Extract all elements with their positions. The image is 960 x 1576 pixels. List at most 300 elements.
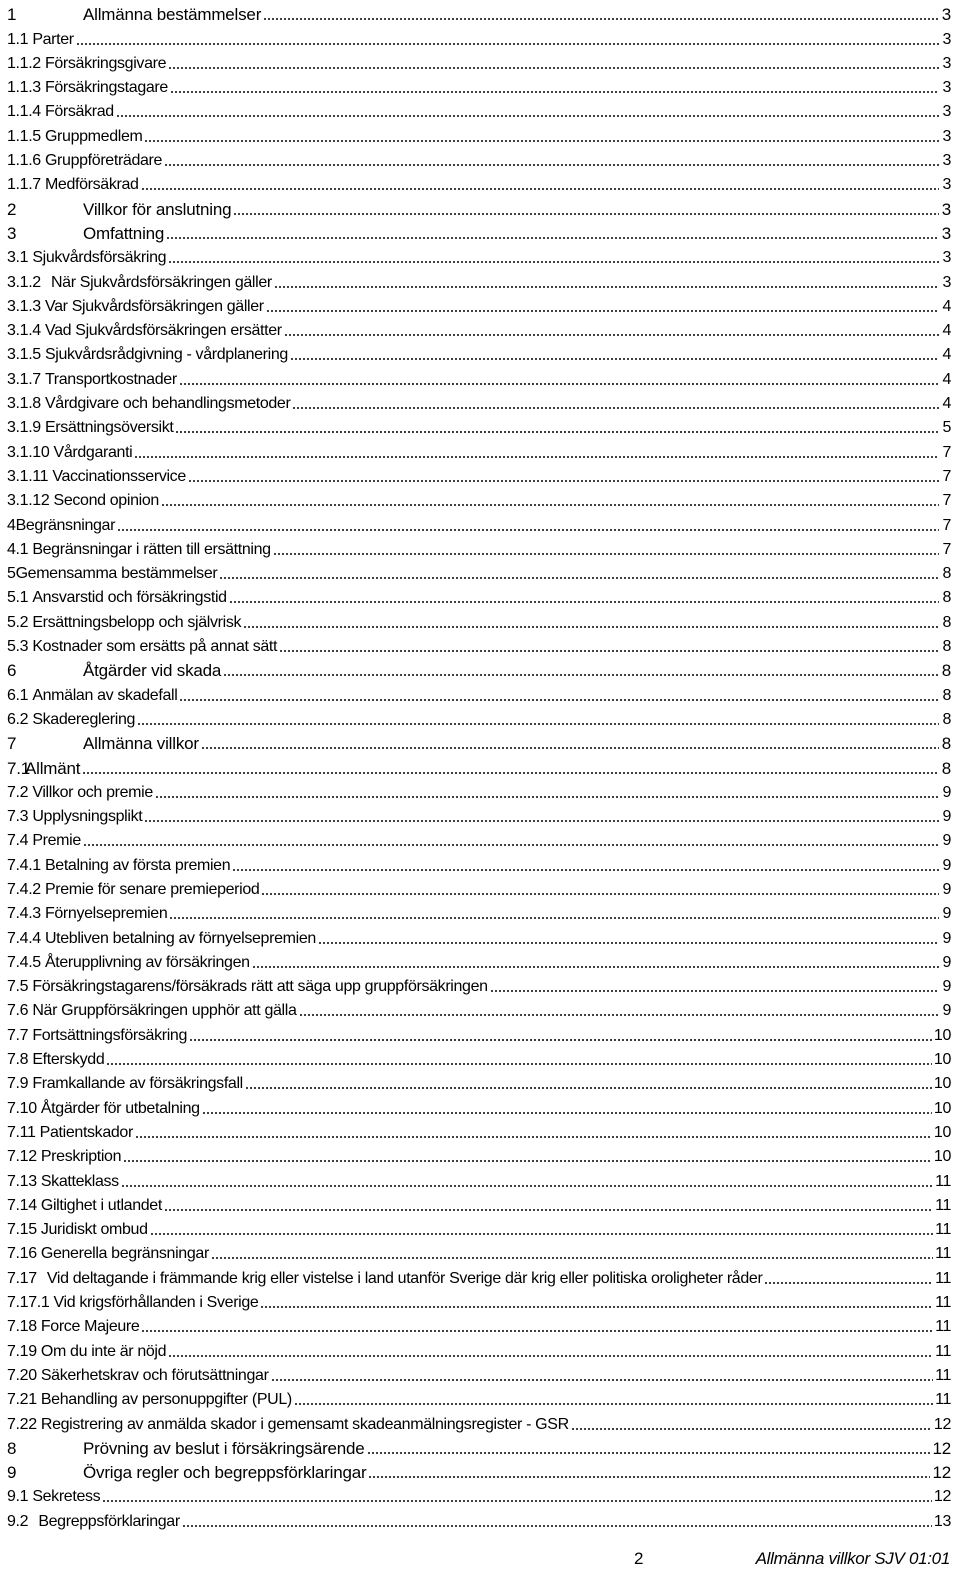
footer-page-number: 2 bbox=[634, 1549, 644, 1568]
toc-entry-page: 3 bbox=[942, 79, 951, 97]
toc-entry-page: 3 bbox=[942, 176, 951, 194]
toc-entry-number: 3.1.4 bbox=[7, 322, 41, 340]
toc-entry[interactable] bbox=[7, 559, 951, 583]
toc-entry-title: Återupplivning av försäkringen bbox=[44, 953, 250, 971]
toc-entry[interactable] bbox=[7, 413, 951, 437]
toc-dot-leader bbox=[134, 456, 939, 458]
toc-entry[interactable] bbox=[7, 656, 951, 680]
toc-entry-number: 3.1.12 bbox=[7, 492, 50, 510]
toc-entry-title: Vid deltagande i främmande krig eller vistelse i land utanför Sverige där krig eller politiska oroligheter råder bbox=[46, 1269, 763, 1287]
toc-entry-page: 3 bbox=[942, 30, 951, 48]
toc-entry-number: 1.1 bbox=[7, 30, 29, 48]
toc-dot-leader bbox=[243, 626, 939, 628]
toc-entry-number: 7.22 bbox=[7, 1415, 37, 1433]
toc-entry-title: Framkallande av försäkringsfall bbox=[32, 1075, 243, 1093]
toc-dot-leader bbox=[263, 18, 939, 20]
toc-entry-title: Villkor för anslutning bbox=[83, 199, 232, 219]
toc-entry-title: Generella begränsningar bbox=[40, 1245, 209, 1263]
toc-entry-number: 3.1 bbox=[7, 249, 29, 267]
toc-entry-number: 7.4.3 bbox=[7, 905, 41, 923]
toc-entry-page: 8 bbox=[941, 758, 951, 778]
toc-dot-leader bbox=[161, 504, 939, 506]
toc-entry-number: 7.4.5 bbox=[7, 953, 41, 971]
toc-entry[interactable] bbox=[7, 146, 951, 170]
toc-entry-title: När Sjukvårdsförsäkringen gäller bbox=[50, 273, 272, 291]
toc-dot-leader bbox=[223, 674, 939, 676]
toc-dot-leader bbox=[135, 1136, 932, 1138]
toc-entry[interactable] bbox=[7, 729, 951, 753]
toc-entry[interactable] bbox=[7, 1336, 951, 1360]
toc-entry-title: Åtgärder vid skada bbox=[83, 661, 222, 681]
toc-entry-number: 7.8 bbox=[7, 1051, 29, 1069]
toc-entry-number: 1.1.2 bbox=[7, 54, 41, 72]
toc-entry-number: 7.7 bbox=[7, 1026, 29, 1044]
toc-dot-leader bbox=[764, 1282, 933, 1284]
toc-entry-title: Parter bbox=[32, 30, 74, 48]
toc-entry-page: 8 bbox=[942, 589, 951, 607]
toc-entry-number: 7.4.2 bbox=[7, 880, 41, 898]
toc-entry-number: 7.3 bbox=[7, 808, 29, 826]
toc-entry-number: 7.4.1 bbox=[7, 856, 41, 874]
toc-entry-number: 3.1.3 bbox=[7, 297, 41, 315]
toc-dot-leader bbox=[189, 1039, 932, 1041]
toc-entry[interactable] bbox=[7, 1215, 951, 1239]
toc-entry-page: 8 bbox=[941, 734, 951, 754]
toc-entry-title: Förnyelsepremien bbox=[44, 905, 168, 923]
toc-entry-number: 3 bbox=[7, 223, 17, 243]
toc-entry-page: 10 bbox=[933, 1051, 951, 1069]
toc-entry[interactable] bbox=[7, 632, 951, 656]
toc-entry-title: Medförsäkrad bbox=[44, 176, 139, 194]
toc-entry-page: 11 bbox=[935, 1245, 951, 1263]
toc-entry-title: Juridiskt ombud bbox=[40, 1221, 148, 1239]
toc-entry-number: 7.1 bbox=[7, 758, 31, 778]
toc-entry-page: 3 bbox=[941, 223, 951, 243]
toc-entry[interactable] bbox=[7, 850, 951, 874]
toc-entry-title: Preskription bbox=[40, 1148, 122, 1166]
toc-entry-title: Omfattning bbox=[83, 223, 165, 243]
toc-entry-number: 5.3 bbox=[7, 638, 29, 656]
toc-entry-title: Begreppsförklaringar bbox=[38, 1512, 180, 1530]
toc-dot-leader bbox=[284, 334, 939, 336]
toc-entry-page: 10 bbox=[933, 1075, 951, 1093]
toc-entry-title: Gemensamma bestämmelser bbox=[15, 565, 218, 583]
toc-entry-page: 11 bbox=[935, 1318, 951, 1336]
toc-dot-leader bbox=[164, 164, 939, 166]
toc-entry-number: 7.17 bbox=[7, 1269, 37, 1287]
toc-dot-leader bbox=[169, 917, 939, 919]
toc-entry-page: 3 bbox=[942, 273, 951, 291]
toc-entry-number: 7.4 bbox=[7, 832, 29, 850]
toc-entry-page: 12 bbox=[932, 1438, 951, 1458]
toc-dot-leader bbox=[219, 577, 939, 579]
toc-entry[interactable] bbox=[7, 778, 951, 802]
toc-dot-leader bbox=[76, 43, 939, 45]
toc-entry-number: 7.21 bbox=[7, 1391, 37, 1409]
toc-entry[interactable] bbox=[7, 1385, 951, 1409]
toc-dot-leader bbox=[290, 358, 939, 360]
toc-entry[interactable] bbox=[7, 1239, 951, 1263]
toc-dot-leader bbox=[121, 1185, 933, 1187]
toc-entry-number: 7.12 bbox=[7, 1148, 37, 1166]
toc-entry-number: 7.20 bbox=[7, 1366, 37, 1384]
toc-dot-leader bbox=[245, 1087, 932, 1089]
toc-entry-number: 6.2 bbox=[7, 710, 29, 728]
toc-entry-page: 3 bbox=[942, 103, 951, 121]
toc-dot-leader bbox=[266, 310, 939, 312]
toc-entry-page: 9 bbox=[942, 880, 951, 898]
toc-entry[interactable] bbox=[7, 486, 951, 510]
toc-entry-number: 7.4.4 bbox=[7, 929, 41, 947]
toc-entry[interactable] bbox=[7, 1093, 951, 1117]
toc-entry[interactable] bbox=[7, 24, 951, 48]
toc-entry-number: 1.1.7 bbox=[7, 176, 41, 194]
toc-entry[interactable] bbox=[7, 1142, 951, 1166]
toc-dot-leader bbox=[232, 869, 939, 871]
toc-entry-page: 7 bbox=[942, 443, 951, 461]
toc-entry-page: 10 bbox=[933, 1099, 951, 1117]
toc-dot-leader bbox=[116, 115, 939, 117]
toc-dot-leader bbox=[368, 1476, 930, 1478]
toc-entry-title: Skadereglering bbox=[32, 710, 136, 728]
toc-dot-leader bbox=[82, 772, 939, 774]
toc-dot-leader bbox=[168, 261, 939, 263]
toc-entry[interactable] bbox=[7, 802, 951, 826]
toc-entry-number: 1 bbox=[7, 5, 17, 25]
toc-entry-number: 7.13 bbox=[7, 1172, 37, 1190]
toc-entry[interactable] bbox=[7, 510, 951, 534]
toc-entry[interactable] bbox=[7, 389, 951, 413]
toc-entry-page: 9 bbox=[942, 953, 951, 971]
toc-dot-leader bbox=[292, 407, 939, 409]
toc-dot-leader bbox=[141, 1330, 933, 1332]
toc-dot-leader bbox=[299, 1014, 939, 1016]
toc-entry[interactable] bbox=[7, 0, 951, 24]
toc-dot-leader bbox=[367, 1452, 931, 1454]
toc-entry-page: 4 bbox=[942, 346, 951, 364]
toc-entry[interactable] bbox=[7, 1434, 951, 1458]
toc-entry[interactable] bbox=[7, 267, 951, 291]
toc-entry-title: Försäkringsgivare bbox=[44, 54, 167, 72]
toc-entry-number: 6.1 bbox=[7, 686, 29, 704]
toc-entry-page: 9 bbox=[942, 978, 951, 996]
toc-entry-title: Premie för senare premieperiod bbox=[44, 880, 260, 898]
toc-entry[interactable] bbox=[7, 1118, 951, 1142]
toc-entry-page: 7 bbox=[942, 492, 951, 510]
toc-entry-page: 7 bbox=[942, 467, 951, 485]
toc-dot-leader bbox=[271, 1379, 934, 1381]
toc-entry[interactable] bbox=[7, 535, 951, 559]
toc-dot-leader bbox=[260, 1306, 933, 1308]
toc-entry[interactable] bbox=[7, 170, 951, 194]
toc-entry-page: 9 bbox=[942, 783, 951, 801]
toc-entry-page: 7 bbox=[942, 516, 951, 534]
toc-dot-leader bbox=[102, 1500, 932, 1502]
toc-entry-page: 9 bbox=[942, 856, 951, 874]
toc-entry[interactable] bbox=[7, 316, 951, 340]
toc-dot-leader bbox=[155, 796, 939, 798]
toc-entry-number: 7 bbox=[7, 734, 17, 754]
toc-entry[interactable] bbox=[7, 996, 951, 1020]
toc-entry-title: Vårdgivare och behandlingsmetoder bbox=[44, 395, 291, 413]
toc-entry[interactable] bbox=[7, 607, 951, 631]
toc-entry[interactable] bbox=[7, 705, 951, 729]
toc-dot-leader bbox=[252, 966, 939, 968]
toc-dot-leader bbox=[83, 844, 939, 846]
toc-entry-page: 9 bbox=[942, 929, 951, 947]
toc-entry-page: 3 bbox=[942, 54, 951, 72]
toc-dot-leader bbox=[188, 480, 939, 482]
toc-entry[interactable] bbox=[7, 948, 951, 972]
toc-dot-leader bbox=[273, 553, 939, 555]
toc-entry-title: Var Sjukvårdsförsäkringen gäller bbox=[44, 297, 264, 315]
toc-entry-page: 10 bbox=[933, 1148, 951, 1166]
toc-entry-page: 3 bbox=[942, 249, 951, 267]
toc-entry[interactable] bbox=[7, 826, 951, 850]
toc-entry-number: 3.1.8 bbox=[7, 395, 41, 413]
toc-entry-title: Skatteklass bbox=[40, 1172, 119, 1190]
toc-entry-title: Betalning av första premien bbox=[44, 856, 231, 874]
toc-entry-title: Begränsningar bbox=[15, 516, 116, 534]
toc-entry-page: 8 bbox=[942, 710, 951, 728]
toc-entry[interactable] bbox=[7, 97, 951, 121]
toc-entry-page: 10 bbox=[933, 1123, 951, 1141]
toc-dot-leader bbox=[144, 140, 939, 142]
toc-entry-title: Villkor och premie bbox=[32, 783, 153, 801]
toc-entry-title: Behandling av personuppgifter (PUL) bbox=[40, 1391, 292, 1409]
toc-entry-page: 9 bbox=[942, 808, 951, 826]
toc-entry-page: 3 bbox=[942, 127, 951, 145]
toc-entry[interactable] bbox=[7, 1506, 951, 1530]
toc-dot-leader bbox=[571, 1428, 932, 1430]
toc-entry-page: 8 bbox=[942, 613, 951, 631]
toc-entry-number: 8 bbox=[7, 1438, 17, 1458]
toc-dot-leader bbox=[164, 1209, 933, 1211]
toc-entry-title: Allmänna villkor bbox=[83, 734, 199, 754]
toc-entry-title: Vid krigsförhållanden i Sverige bbox=[53, 1294, 259, 1312]
toc-entry-page: 4 bbox=[942, 370, 951, 388]
toc-entry-number: 7.9 bbox=[7, 1075, 29, 1093]
toc-entry-number: 1.1.5 bbox=[7, 127, 41, 145]
toc-entry-number: 5.1 bbox=[7, 589, 29, 607]
toc-entry[interactable] bbox=[7, 292, 951, 316]
toc-entry[interactable] bbox=[7, 243, 951, 267]
toc-entry-title: Ersättningsöversikt bbox=[44, 419, 174, 437]
toc-dot-leader bbox=[318, 942, 939, 944]
toc-entry-number: 4.1 bbox=[7, 540, 29, 558]
toc-entry-page: 4 bbox=[942, 297, 951, 315]
toc-dot-leader bbox=[179, 699, 939, 701]
toc-entry-number: 7.2 bbox=[7, 783, 29, 801]
toc-entry-page: 5 bbox=[942, 419, 951, 437]
toc-dot-leader bbox=[229, 601, 939, 603]
toc-entry-number: 7.14 bbox=[7, 1196, 37, 1214]
toc-entry[interactable] bbox=[7, 121, 951, 145]
toc-entry[interactable] bbox=[7, 899, 951, 923]
toc-entry-number: 1.1.3 bbox=[7, 79, 41, 97]
toc-entry-number: 7.19 bbox=[7, 1342, 37, 1360]
table-of-contents bbox=[7, 0, 951, 1531]
toc-dot-leader bbox=[279, 650, 939, 652]
page-footer bbox=[0, 1549, 960, 1573]
toc-entry-number: 2 bbox=[7, 199, 17, 219]
toc-entry-title: Giltighet i utlandet bbox=[40, 1196, 162, 1214]
toc-entry[interactable] bbox=[7, 1045, 951, 1069]
toc-entry-page: 4 bbox=[942, 322, 951, 340]
toc-entry-title: Ansvarstid och försäkringstid bbox=[32, 589, 227, 607]
toc-entry-number: 7.18 bbox=[7, 1318, 37, 1336]
toc-entry-page: 11 bbox=[935, 1269, 951, 1287]
toc-dot-leader bbox=[168, 67, 939, 69]
toc-entry-title: Allmänt bbox=[25, 758, 81, 778]
toc-entry-title: Om du inte är nöjd bbox=[40, 1342, 167, 1360]
toc-entry-number: 9.2 bbox=[7, 1512, 29, 1530]
toc-entry[interactable] bbox=[7, 1020, 951, 1044]
toc-entry-number: 3.1.2 bbox=[7, 273, 41, 291]
toc-entry-title: Prövning av beslut i försäkringsärende bbox=[83, 1438, 365, 1458]
toc-entry-number: 1.1.6 bbox=[7, 152, 41, 170]
toc-entry-title: Sjukvårdsrådgivning - vårdplanering bbox=[44, 346, 288, 364]
toc-entry-title: Åtgärder för utbetalning bbox=[40, 1099, 200, 1117]
toc-dot-leader bbox=[150, 1233, 933, 1235]
toc-dot-leader bbox=[261, 893, 939, 895]
toc-entry-title: Allmänna bestämmelser bbox=[83, 5, 262, 25]
toc-dot-leader bbox=[123, 1160, 932, 1162]
toc-dot-leader bbox=[175, 431, 939, 433]
toc-entry[interactable] bbox=[7, 1191, 951, 1215]
toc-entry-title: Second opinion bbox=[53, 492, 159, 510]
toc-entry[interactable] bbox=[7, 462, 951, 486]
toc-entry[interactable] bbox=[7, 875, 951, 899]
toc-entry-page: 12 bbox=[933, 1488, 951, 1506]
toc-entry-page: 12 bbox=[932, 1463, 951, 1483]
toc-entry-title: Transportkostnader bbox=[44, 370, 177, 388]
toc-entry-title: Kostnader som ersätts på annat sätt bbox=[32, 638, 278, 656]
toc-entry-page: 3 bbox=[941, 5, 951, 25]
toc-dot-leader bbox=[179, 383, 939, 385]
toc-entry-title: Upplysningsplikt bbox=[32, 808, 143, 826]
toc-entry-title: Fortsättningsförsäkring bbox=[32, 1026, 187, 1044]
toc-entry[interactable] bbox=[7, 1361, 951, 1385]
toc-entry[interactable] bbox=[7, 1409, 951, 1433]
toc-entry-title: Begränsningar i rätten till ersättning bbox=[32, 540, 271, 558]
toc-dot-leader bbox=[117, 529, 939, 531]
toc-entry[interactable] bbox=[7, 194, 951, 218]
toc-entry-title: Registrering av anmälda skador i gemensamt skadeanmälningsregister - GSR bbox=[40, 1415, 569, 1433]
toc-entry[interactable] bbox=[7, 340, 951, 364]
toc-entry[interactable] bbox=[7, 219, 951, 243]
toc-dot-leader bbox=[182, 1525, 932, 1527]
toc-entry[interactable] bbox=[7, 972, 951, 996]
toc-dot-leader bbox=[144, 820, 939, 822]
toc-entry-number: 7.10 bbox=[7, 1099, 37, 1117]
toc-entry[interactable] bbox=[7, 583, 951, 607]
toc-entry[interactable] bbox=[7, 1069, 951, 1093]
toc-dot-leader bbox=[211, 1257, 933, 1259]
toc-dot-leader bbox=[490, 990, 939, 992]
toc-entry[interactable] bbox=[7, 753, 951, 777]
toc-entry-page: 7 bbox=[942, 540, 951, 558]
toc-entry-page: 3 bbox=[942, 152, 951, 170]
toc-entry-number: 3.1.7 bbox=[7, 370, 41, 388]
toc-entry-title: Gruppföreträdare bbox=[44, 152, 163, 170]
toc-entry-title: Vad Sjukvårdsförsäkringen ersätter bbox=[44, 322, 282, 340]
toc-entry[interactable] bbox=[7, 1166, 951, 1190]
toc-entry-title: Sjukvårdsförsäkring bbox=[32, 249, 167, 267]
toc-entry-number: 3.1.5 bbox=[7, 346, 41, 364]
toc-entry-number: 7.17.1 bbox=[7, 1294, 50, 1312]
toc-entry-page: 8 bbox=[942, 638, 951, 656]
toc-entry-title: Force Majeure bbox=[40, 1318, 140, 1336]
toc-entry-number: 3.1.11 bbox=[7, 467, 49, 485]
toc-entry[interactable] bbox=[7, 680, 951, 704]
toc-entry-number: 9 bbox=[7, 1463, 17, 1483]
toc-entry-title: När Gruppförsäkringen upphör att gälla bbox=[32, 1002, 297, 1020]
toc-entry-number: 7.11 bbox=[7, 1123, 36, 1141]
toc-entry-page: 10 bbox=[933, 1026, 951, 1044]
toc-entry[interactable] bbox=[7, 1263, 951, 1287]
toc-entry-title: Försäkrad bbox=[44, 103, 114, 121]
toc-entry[interactable] bbox=[7, 364, 951, 388]
toc-dot-leader bbox=[141, 188, 939, 190]
toc-dot-leader bbox=[168, 1355, 933, 1357]
toc-entry[interactable] bbox=[7, 1458, 951, 1482]
footer-document-name: Allmänna villkor SJV 01:01 bbox=[755, 1549, 950, 1568]
toc-entry-page: 3 bbox=[941, 199, 951, 219]
toc-entry-number: 3.1.10 bbox=[7, 443, 50, 461]
toc-entry-number: 9.1 bbox=[7, 1488, 29, 1506]
toc-dot-leader bbox=[166, 237, 939, 239]
toc-entry-title: Övriga regler och begreppsförklaringar bbox=[83, 1463, 367, 1483]
toc-dot-leader bbox=[274, 286, 939, 288]
toc-entry-number: 5 bbox=[7, 565, 16, 583]
toc-entry[interactable] bbox=[7, 1312, 951, 1336]
toc-dot-leader bbox=[170, 91, 939, 93]
toc-entry-number: 6 bbox=[7, 661, 17, 681]
toc-entry-title: Försäkringstagarens/försäkrads rätt att säga upp gruppförsäkringen bbox=[32, 978, 488, 996]
toc-entry-page: 9 bbox=[942, 1002, 951, 1020]
toc-entry-title: Patientskador bbox=[39, 1123, 133, 1141]
toc-entry-page: 8 bbox=[942, 686, 951, 704]
toc-entry[interactable] bbox=[7, 923, 951, 947]
toc-entry-page: 13 bbox=[933, 1512, 951, 1530]
toc-entry-page: 11 bbox=[935, 1366, 951, 1384]
toc-entry-number: 3.1.9 bbox=[7, 419, 41, 437]
toc-entry[interactable] bbox=[7, 1288, 951, 1312]
toc-entry[interactable] bbox=[7, 73, 951, 97]
toc-entry-title: Utebliven betalning av förnyelsepremien bbox=[44, 929, 316, 947]
toc-entry-number: 7.16 bbox=[7, 1245, 37, 1263]
toc-entry-title: Anmälan av skadefall bbox=[32, 686, 178, 704]
toc-entry-number: 7.15 bbox=[7, 1221, 37, 1239]
toc-entry-page: 11 bbox=[935, 1172, 951, 1190]
toc-entry-page: 4 bbox=[942, 395, 951, 413]
toc-entry-page: 11 bbox=[935, 1391, 951, 1409]
toc-entry[interactable] bbox=[7, 1482, 951, 1506]
toc-entry[interactable] bbox=[7, 49, 951, 73]
toc-entry-title: Gruppmedlem bbox=[44, 127, 143, 145]
toc-entry-title: Vårdgaranti bbox=[53, 443, 133, 461]
toc-entry-page: 11 bbox=[935, 1342, 951, 1360]
toc-dot-leader bbox=[137, 723, 939, 725]
toc-entry[interactable] bbox=[7, 437, 951, 461]
toc-entry-page: 11 bbox=[935, 1294, 951, 1312]
toc-entry-title: Sekretess bbox=[32, 1488, 101, 1506]
toc-entry-title: Premie bbox=[32, 832, 81, 850]
toc-dot-leader bbox=[106, 1063, 931, 1065]
toc-entry-number: 4 bbox=[7, 516, 16, 534]
toc-entry-number: 7.5 bbox=[7, 978, 29, 996]
